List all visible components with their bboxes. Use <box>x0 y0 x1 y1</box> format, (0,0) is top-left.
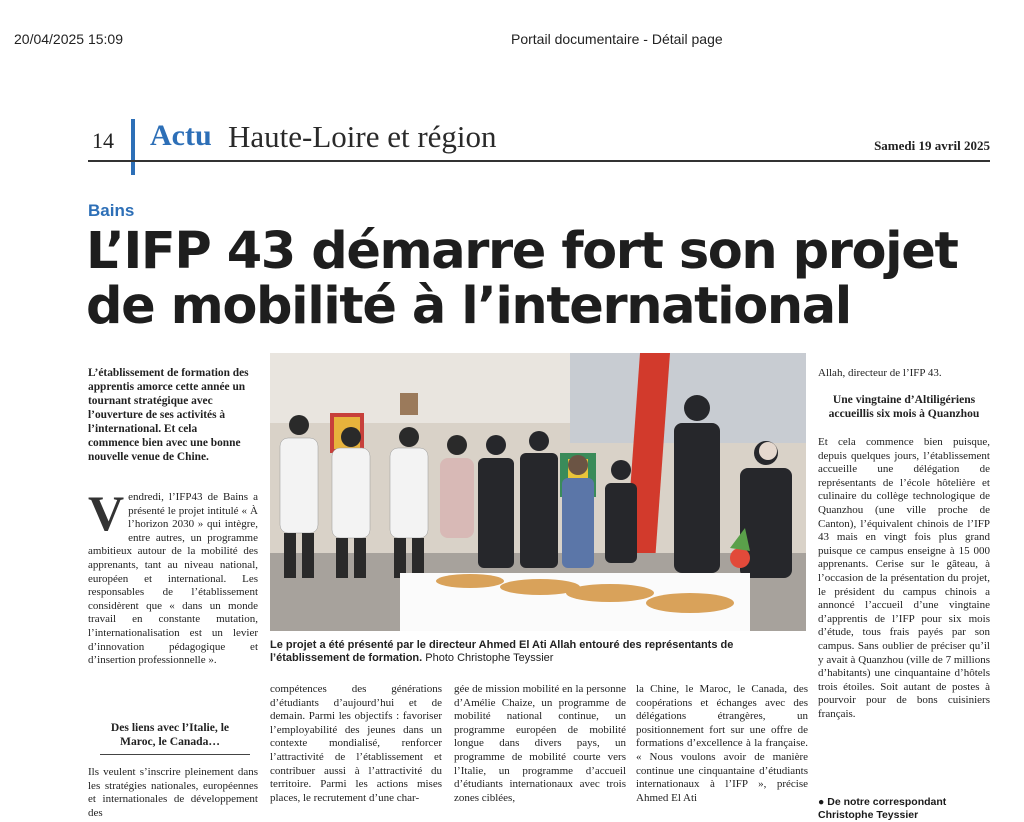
caption-text: Le projet a été présenté par le directeur Ahmed El Ati Allah entouré des représentants de l’établissement de formation. <box>270 639 734 665</box>
article-photo <box>270 353 806 631</box>
author-signature <box>818 796 990 822</box>
rubric-region: Haute-Loire et région <box>228 119 497 154</box>
photo-caption <box>270 639 806 666</box>
dropcap: V <box>88 485 125 541</box>
subheading-quanzhou: Une vingtaine d’Altiligériens accueillis six mois à Quanzhou <box>828 393 980 420</box>
rubric-bar <box>131 119 135 175</box>
headline-line-1: L’IFP 43 démarre fort son projet <box>86 222 958 281</box>
rubric-label: Actu <box>150 119 212 152</box>
article-body-col4: la Chine, le Maroc, le Canada, des coopérations et échanges avec des délégations étrangères, un positionnement fort sur une offre de formations d’excellence à la française. « Nous voulons avoir de manière continue une cinquantaine d’étudiants internationaux à l’IFP », précise Ahmed El Ati <box>636 683 808 804</box>
subheading-links: Des liens avec l’Italie, le Maroc, le Canada… <box>110 721 230 748</box>
article-body-col5-start: Allah, directeur de l’IFP 43. <box>818 367 942 379</box>
print-title: Portail documentaire - Détail page <box>511 31 723 47</box>
print-date: 20/04/2025 15:09 <box>14 31 123 47</box>
article-body-col1 <box>88 485 258 668</box>
body-col1-text: endredi, l’IFP43 de Bains a présenté le projet intitulé « À l’horizon 2030 » qui intègre, entre autres, un programme ambitieux autour de la mobilité des apprenants, tant au niveau national, européen et international. Les responsables de l’établissement considèrent que « dans un monde travail en constante mutation, l’internationalisation est un levier d’innovation pédagogique et d’insertion professionnelle ». <box>88 491 258 667</box>
signature-name: Christophe Teyssier <box>818 809 919 821</box>
article-body-col1-end: Ils veulent s’inscrire pleinement dans les stratégies nationales, européennes et internationales de développement des <box>88 766 258 819</box>
issue-date: Samedi 19 avril 2025 <box>874 138 990 153</box>
page-number: 14 <box>92 128 114 153</box>
signature-role: ● De notre correspondant <box>818 796 947 808</box>
header-rule <box>88 160 990 162</box>
photo-credit: Photo Christophe Teyssier <box>425 652 554 665</box>
article-kicker: Bains <box>88 201 135 220</box>
article-body-col2: compétences des générations d’étudiants d’aujourd’hui et de demain. Parmi les objectifs : favoriser l’employabilité des jeunes dans un contexte mondialisé, renforcer l’attractivité de l’établissement et contribuer aussi à l’attractivité du territoire. Parmi les actions mises places, le recrutement d’une char- <box>270 683 442 804</box>
article-lead: L’établissement de formation des apprentis amorce cette année un tournant stratégique avec l’ouverture de ses activités à l’international. Et cela commence bien avec une bonne nouvelle venue de Chine. <box>88 367 249 463</box>
article-headline <box>86 224 1006 334</box>
article-body-col5: Et cela commence bien puisque, depuis quelques jours, l’établissement accueille une délégation de représentants de l’école hôtelière et culinaire du collège technologique de Quanzhou (une ville proche de Canton), l’équivalent chinois de l’IFP 43 mais en vingt fois plus grand puisque ce campus enseigne à 15 000 apprenants. Cerise sur le gâteau, à l’occasion de la présentation du projet, le président du campus chinois a annoncé l’accueil d’une vingtaine d’apprentis de l’IFP pour six mois d’étude, tous frais payés par son campus. Sans oublier de préciser qu’il y avait à Quanzhou (ville de 7 millions d’habitants) une cinquantaine d’hôtels trois étoiles. Soit autant de postes à pourvoir pour de bons cuisiniers français. <box>818 436 990 720</box>
subheading-rule <box>100 754 250 755</box>
article-body-col3: gée de mission mobilité en la personne d’Amélie Chaize, un programme de mobilité national continue, un programme européen de mobilité longue dans divers pays, un programme de mobilité courte vers l’Italie, un programme d’accueil d’étudiants internationaux avec trois zones ciblées, <box>454 683 626 804</box>
headline-line-2: de mobilité à l’international <box>86 277 851 336</box>
